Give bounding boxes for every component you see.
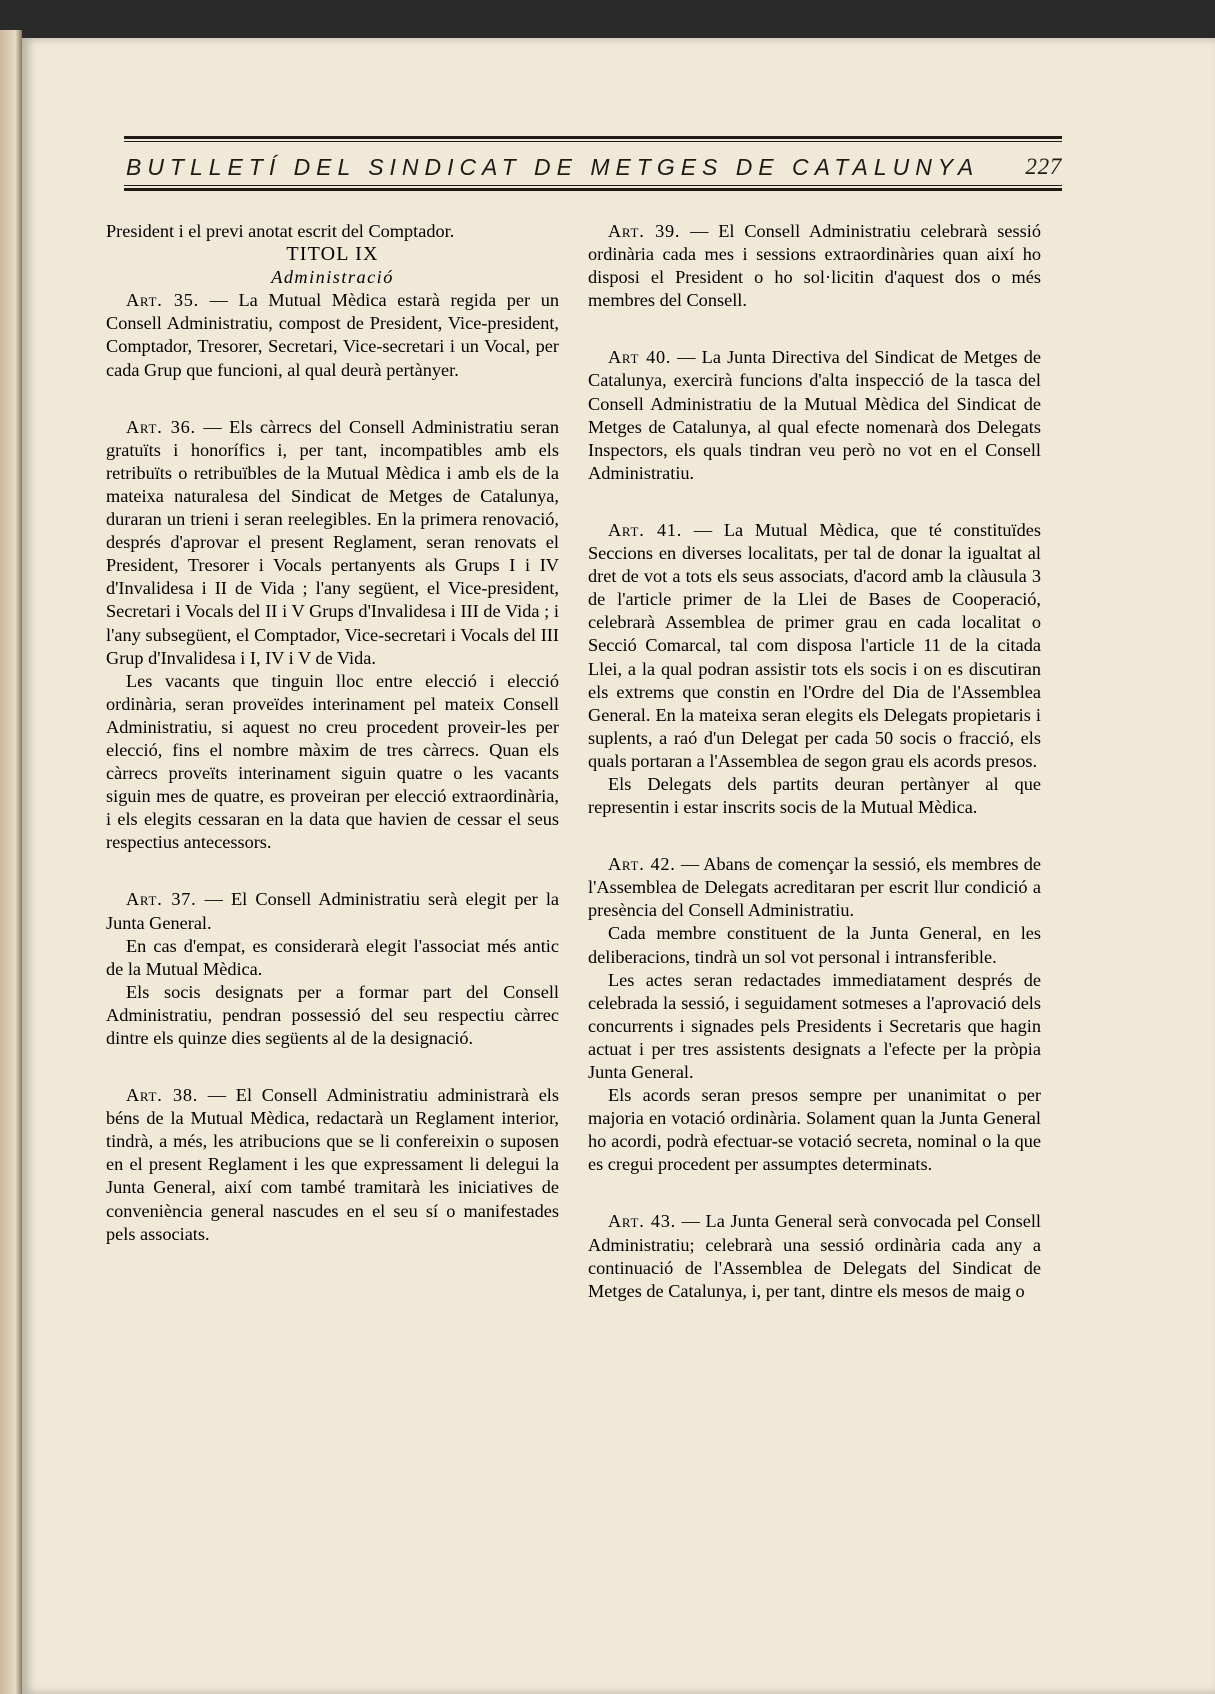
paragraph: Els acords seran presos sempre per unanimitat o per majoria en votació ordinària. Solament quan la Junta General ho acordi, podrà efectuar-se votació secreta, nominal o la que es cregui procedent per assumptes determinats.	[588, 1085, 1041, 1175]
article-37	[106, 888, 559, 934]
previous-page-edge	[0, 30, 22, 1694]
article-label: Art. 35.	[126, 290, 199, 311]
article-42	[588, 853, 1041, 922]
article-text: — La Junta Directiva del Sindicat de Metges de Catalunya, exercirà funcions d'alta inspecció de la tasca del Consell Administratiu de la Mutual Mèdica del Sindicat de Metges de Catalunya, al qual efecte nomenarà dos Delegats Inspectors, els quals tindran veu però no vot en el Consell Administratiu.	[588, 347, 1041, 483]
header-rule-bottom	[124, 188, 1062, 191]
article-label: Art 40.	[608, 347, 672, 368]
article-text: — La Mutual Mèdica, que té constituïdes Seccions en diverses localitats, per tal de donar la igualtat al dret de vot a tots els seus associats, d'acord amb la clàusula 3 de l'article primer de la Llei de Bases de Cooperació, celebrarà Assemblea de primer grau en cada localitat o Secció Comarcal, tal com disposa l'article 11 de la citada Llei, a la qual podran assistir tots els socis i on es discutiran els extrems que constin en l'Ordre del Dia de l'Assemblea General. En la mateixa seran elegits els Delegats propietaris i suplents, a raó d'un Delegat per cada 50 socis o fracció, els quals portaran a l'Assemblea de segon grau els acords presos.	[588, 519, 1041, 771]
running-header	[126, 152, 1062, 182]
article-text: — Els càrrecs del Consell Administratiu seran gratuïts i honorífics i, per tant, incompatibles amb els retribuïts o retribuïbles de la Mutual Mèdica i amb els de la mateixa naturalesa del Sindicat de Metges de Catalunya, duraran un trieni i seran reelegibles. En la primera renovació, després d'aprovar el present Reglament, seran renovats el President, Tresorer i Vocals pertanyents als Grups I i IV d'Invalidesa i II de Vida ; l'any següent, el Vice-president, Secretari i Vocals del II i V Grups d'Invalidesa i III de Vida ; i l'any subsegüent, el Comptador, Vice-secretari i Vocals del III Grup d'Invalidesa i I, IV i V de Vida.	[106, 416, 559, 668]
paragraph: Els Delegats dels partits deuran pertànyer al que representin i estar inscrits socis de la Mutual Mèdica.	[588, 773, 1041, 818]
article-39	[588, 220, 1041, 312]
paragraph: En cas d'empat, es considerarà elegit l'associat més antic de la Mutual Mèdica.	[106, 935, 559, 979]
article-text: — Abans de començar la sessió, els membres de l'Assemblea de Delegats acreditaran per escrit llur condició a presència del Consell Administratiu.	[588, 854, 1042, 921]
header-rule-top	[124, 136, 1062, 139]
article-label: Art. 36.	[126, 416, 196, 437]
paragraph: Cada membre constituent de la Junta General, en les deliberacions, tindrà un sol vot personal i intransferible.	[588, 923, 1041, 967]
article-text: — El Consell Administratiu serà elegit per la Junta General.	[106, 889, 560, 933]
section-heading: TITOL IX	[286, 243, 379, 266]
article-36	[106, 416, 559, 670]
article-41	[588, 519, 1041, 773]
article-text: — La Junta General serà convocada pel Consell Administratiu; celebrarà una sessió ordinària cada any a continuació de l'Assemblea de Delegats del Sindicat de Metges de Catalunya, i, per tant, dintre els mesos de maig o	[588, 1211, 1041, 1301]
section-subheading: Administració	[271, 267, 394, 288]
article-label: Art. 39.	[608, 221, 681, 241]
paragraph: Les vacants que tinguin lloc entre elecció i elecció ordinària, seran proveïdes interinament pel mateix Consell Administratiu, si aquest no creu procedent proveir-les per elecció, fins el nombre màxim de tres càrrecs. Quan els càrrecs proveïts interinament siguin quatre o les vacants siguin mes de quatre, es proveiran per elecció extraordinària, i els elegits cessaran en la data que havien de cessar el seus respectius antecessors.	[106, 670, 559, 853]
article-40	[588, 346, 1041, 485]
page-number: 227	[1025, 154, 1062, 179]
article-text: — El Consell Administratiu celebrarà sessió ordinària cada mes i sessions extraordinàries quan així ho disposi el President o ho sol·licitin d'aquest dos o més membres del Consell.	[588, 221, 1041, 311]
header-rule-top-thin	[124, 141, 1062, 142]
article-label: Art. 38.	[126, 1085, 199, 1106]
paragraph: President i el previ anotat escrit del Comptador.	[106, 221, 455, 241]
article-label: Art. 41.	[608, 519, 683, 540]
paragraph: Els socis designats per a formar part del Consell Administratiu, pendran possessió del seu respectiu càrrec dintre els quinze dies següents al de la designació.	[106, 981, 559, 1048]
paragraph: Les actes seran redactades immediatament després de celebrada la sessió, i seguidament sotmeses a l'aprovació dels concurrents i signades pels Presidents i Secretaris que hagin actuat i per tres assistents designats a l'efecte per la pròpia Junta General.	[588, 969, 1041, 1082]
article-label: Art. 43.	[608, 1211, 676, 1232]
article-text: — El Consell Administratiu administrarà els béns de la Mutual Mèdica, redactarà un Reglament interior, tindrà, a més, les atribucions que se li confereixin o suposen en el present Reglament i les que expressament li delegui la Junta General, així com també tramitarà les iniciatives de conveniència general nascudes en el seu sí o manifestades pels associats.	[106, 1085, 560, 1244]
header-rule-bottom-thin	[124, 185, 1062, 186]
article-43	[588, 1210, 1041, 1302]
article-label: Art. 37.	[126, 889, 197, 910]
right-column	[588, 220, 1041, 1303]
article-label: Art. 42.	[608, 854, 676, 875]
article-text: — La Mutual Mèdica estarà regida per un Consell Administratiu, compost de President, Vice-president, Comptador, Tresorer, Secretari, Vice-secretari i un Vocal, per cada Grup que funcioni, al qual deurà pertànyer.	[106, 290, 559, 380]
left-column	[106, 220, 559, 1246]
journal-title: BUTLLETÍ DEL SINDICAT DE METGES DE CATALUNYA	[126, 153, 980, 180]
article-35	[106, 289, 559, 381]
article-38	[106, 1084, 559, 1246]
